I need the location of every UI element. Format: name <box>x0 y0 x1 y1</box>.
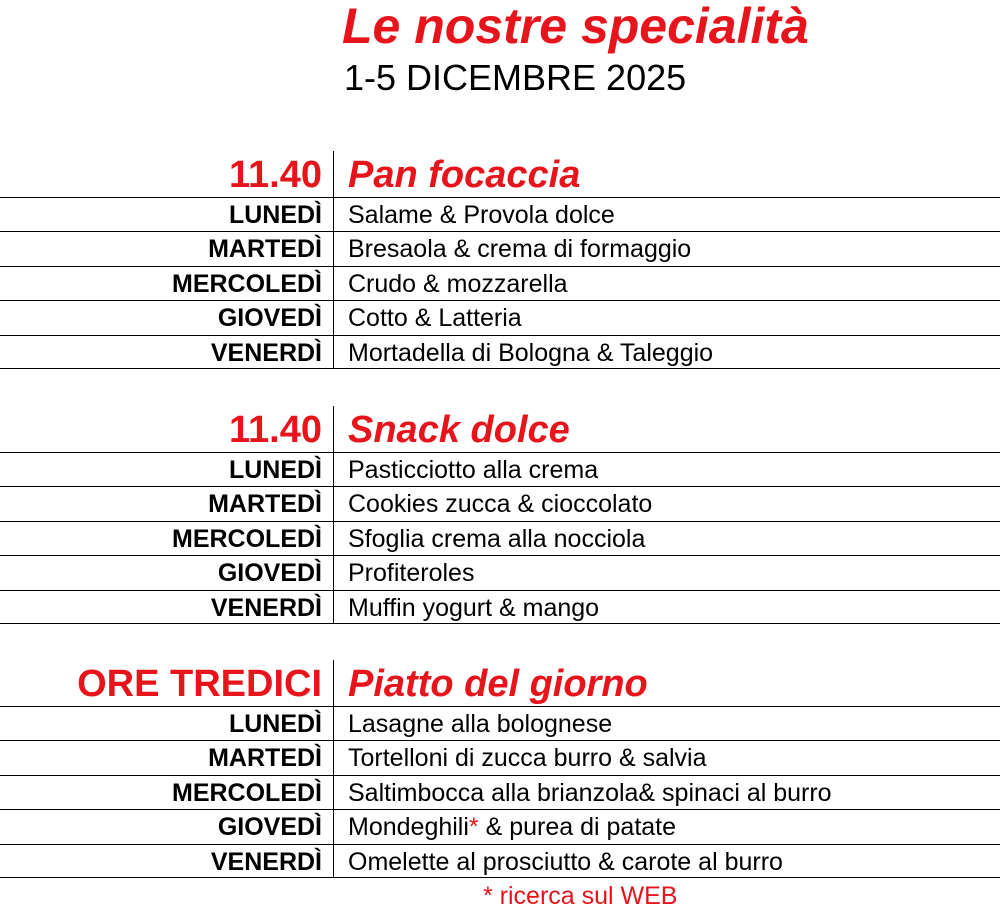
day-label: GIOVEDÌ <box>217 559 322 588</box>
day-label: LUNEDÌ <box>228 201 322 229</box>
column-divider <box>333 151 334 197</box>
column-divider <box>333 198 334 231</box>
column-divider <box>333 336 334 368</box>
section-header <box>0 660 1000 706</box>
menu-table <box>0 197 1000 369</box>
column-divider <box>333 406 334 452</box>
column-divider <box>333 301 334 334</box>
day-label: MERCOLEDÌ <box>172 778 322 807</box>
day-label: MARTEDÌ <box>208 744 322 773</box>
day-label: VENERDÌ <box>210 593 322 622</box>
dish-name: Salame & Provola dolce <box>348 201 615 229</box>
day-label: MERCOLEDÌ <box>172 524 322 553</box>
table-row <box>0 590 1000 624</box>
column-divider <box>333 556 334 589</box>
day-label: LUNEDÌ <box>228 456 322 484</box>
table-row <box>0 300 1000 334</box>
table-row <box>0 809 1000 843</box>
day-label: MERCOLEDÌ <box>172 269 322 298</box>
table-row <box>0 740 1000 774</box>
table-row <box>0 197 1000 231</box>
table-row <box>0 486 1000 520</box>
dish-name: Lasagne alla bolognese <box>348 710 613 738</box>
column-divider <box>333 487 334 520</box>
column-divider <box>333 232 334 265</box>
table-row <box>0 452 1000 486</box>
menu-table <box>0 452 1000 624</box>
section-time: 11.40 <box>229 409 322 451</box>
table-row <box>0 706 1000 740</box>
column-divider <box>333 810 334 843</box>
column-divider <box>333 660 334 706</box>
footnote-marker: * <box>468 813 479 842</box>
section-header <box>0 151 1000 197</box>
column-divider <box>333 776 334 809</box>
dish-name: Crudo & mozzarella <box>348 269 568 298</box>
table-row <box>0 266 1000 300</box>
dish-name: Omelette al prosciutto & carote al burro <box>348 847 783 876</box>
column-divider <box>333 741 334 774</box>
dish-name: Bresaola & crema di formaggio <box>348 235 692 264</box>
column-divider <box>333 453 334 486</box>
section-title: Pan focaccia <box>348 154 581 196</box>
dish-name: Tortelloni di zucca burro & salvia <box>348 744 707 773</box>
table-row <box>0 521 1000 555</box>
column-divider <box>333 845 334 877</box>
column-divider <box>333 591 334 623</box>
section-title: Piatto del giorno <box>348 663 648 705</box>
day-label: MARTEDÌ <box>208 235 322 264</box>
section-title: Snack dolce <box>348 409 570 451</box>
day-label: VENERDÌ <box>210 338 322 367</box>
dish-name: Profiteroles <box>348 559 475 588</box>
day-label: LUNEDÌ <box>228 710 322 738</box>
section-pan-focaccia <box>0 151 1000 369</box>
menu-table <box>0 706 1000 878</box>
section-time: 11.40 <box>229 154 322 196</box>
section-piatto-del-giorno <box>0 660 1000 878</box>
day-label: GIOVEDÌ <box>217 813 322 842</box>
dish-name: Cookies zucca & cioccolato <box>348 490 653 519</box>
footnote: * ricerca sul WEB <box>483 882 678 910</box>
section-snack-dolce <box>0 406 1000 624</box>
table-row <box>0 775 1000 809</box>
dish-name: Mortadella di Bologna & Taleggio <box>348 338 714 367</box>
dish-name: Pasticciotto alla crema <box>348 456 599 484</box>
section-header <box>0 406 1000 452</box>
column-divider <box>333 522 334 555</box>
day-label: GIOVEDÌ <box>217 304 322 333</box>
table-row <box>0 555 1000 589</box>
table-row <box>0 231 1000 265</box>
date-range: 1-5 DICEMBRE 2025 <box>344 57 687 98</box>
section-time: ORE TREDICI <box>77 663 322 705</box>
column-divider <box>333 707 334 740</box>
day-label: MARTEDÌ <box>208 490 322 519</box>
dish-name: Saltimbocca alla brianzola& spinaci al burro <box>348 778 832 807</box>
column-divider <box>333 267 334 300</box>
day-label: VENERDÌ <box>210 847 322 876</box>
dish-name <box>348 813 676 841</box>
dish-name: Muffin yogurt & mango <box>348 593 600 622</box>
dish-rest: & purea di patate <box>478 813 677 842</box>
page-title: Le nostre specialità <box>342 0 809 54</box>
table-row <box>0 844 1000 878</box>
dish-main: Mondeghili <box>348 813 469 842</box>
table-row <box>0 335 1000 369</box>
dish-name: Cotto & Latteria <box>348 304 522 333</box>
dish-name: Sfoglia crema alla nocciola <box>348 524 646 553</box>
